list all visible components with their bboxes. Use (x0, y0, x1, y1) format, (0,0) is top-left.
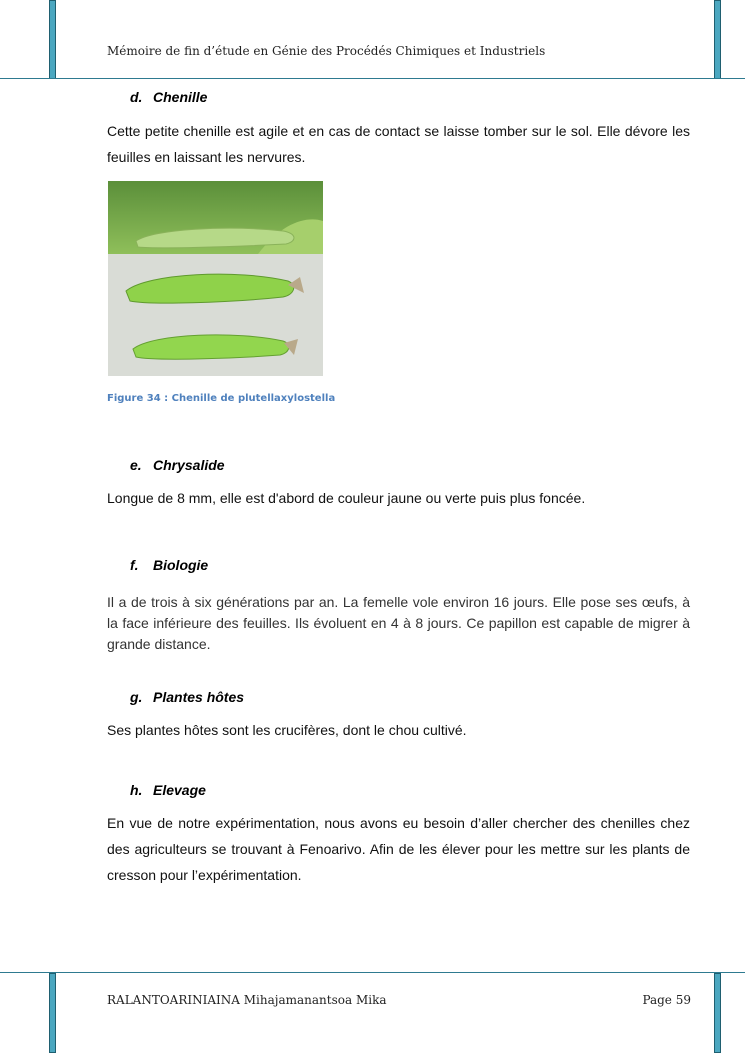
header-rule (0, 78, 745, 79)
footer-right-bar (714, 973, 721, 1053)
section-heading-elevage (130, 782, 206, 798)
footer-author: RALANTOARINIAINA Mihajamanantsoa Mika (107, 993, 387, 1007)
paragraph-chenille: Cette petite chenille est agile et en cas de contact se laisse tomber sur le sol. Elle dévore les feuilles en laissant les nervures. (107, 123, 690, 165)
section-title: Biologie (153, 557, 209, 573)
header-right-bar (714, 0, 721, 79)
figure-caption: Figure 34 : Chenille de plutellaxylostella (107, 393, 336, 404)
footer-rule (0, 972, 745, 973)
section-heading-chrysalide (130, 457, 225, 473)
section-heading-chenille (130, 89, 207, 105)
paragraph-elevage: En vue de notre expérimentation, nous avons eu besoin d’aller chercher des chenilles chez des agriculteurs se trouvant à Fenoarivo. Afin de les élever pour les mettre sur les plants de cresson pour l’expérimentation. (107, 815, 690, 883)
paragraph-chrysalide: Longue de 8 mm, elle est d'abord de couleur jaune ou verte puis plus foncée. (107, 490, 586, 506)
section-heading-plantes-hotes (130, 689, 244, 705)
section-letter: e. (130, 457, 142, 473)
footer-left-bar (49, 973, 56, 1053)
caterpillar-photo (108, 181, 323, 376)
section-title: Chenille (153, 89, 208, 105)
section-letter: g. (130, 689, 143, 705)
section-heading-biologie (130, 557, 208, 573)
footer-page-number: Page 59 (642, 993, 691, 1007)
header-left-bar (49, 0, 56, 79)
paragraph-plantes-hotes: Ses plantes hôtes sont les crucifères, dont le chou cultivé. (107, 722, 467, 738)
section-title: Chrysalide (153, 457, 225, 473)
paragraph-biologie: Il a de trois à six générations par an. La femelle vole environ 16 jours. Elle pose ses œufs, à la face inférieure des feuilles. Ils évoluent en 4 à 8 jours. Ce papillon est capable de migrer à grande distance. (107, 594, 690, 652)
section-letter: h. (130, 782, 143, 798)
section-letter: f. (130, 557, 139, 573)
header-title: Mémoire de fin d’étude en Génie des Procédés Chimiques et Industriels (107, 44, 546, 58)
section-title: Elevage (153, 782, 206, 798)
caterpillar-illustration (108, 181, 323, 376)
section-title: Plantes hôtes (153, 689, 245, 705)
section-letter: d. (130, 89, 143, 105)
